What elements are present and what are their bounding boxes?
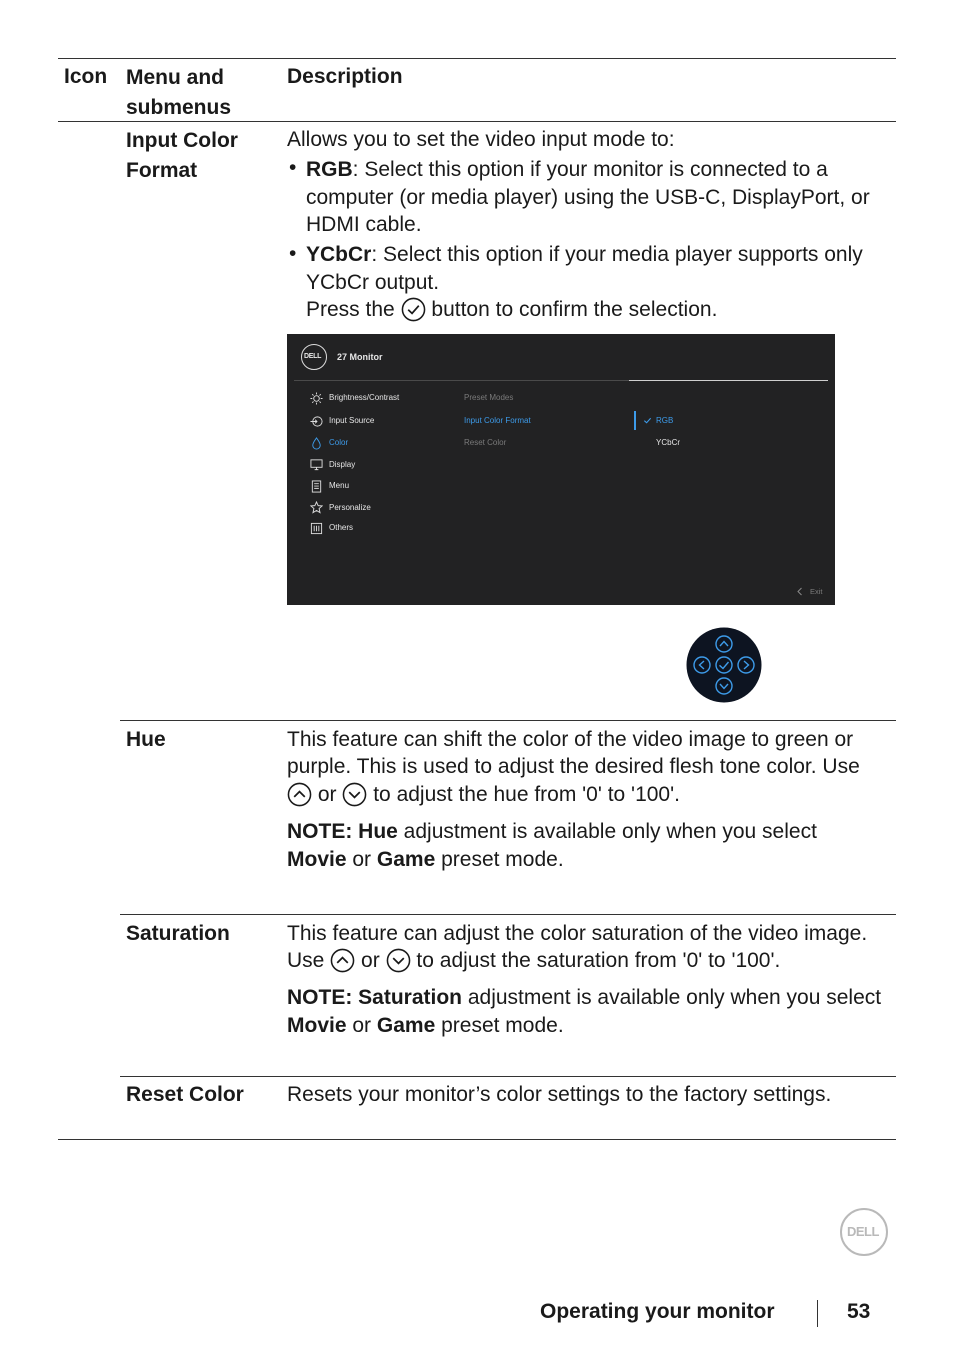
- hue-line-2: purple. This is used to adjust the desired flesh tone color. Use: [287, 755, 860, 778]
- osd-option-ycbcr[interactable]: YCbCr: [656, 438, 681, 447]
- footer-separator: [817, 1300, 818, 1327]
- saturation-or: or: [361, 949, 380, 972]
- press-after: button to confirm the selection.: [431, 298, 718, 321]
- chevron-down-icon: [342, 782, 367, 807]
- joystick-controller-icon: [686, 627, 762, 703]
- saturation-line-2: [287, 947, 780, 975]
- others-icon: [310, 522, 323, 535]
- ycbcr-term: YCbCr: [306, 243, 372, 266]
- osd-selection-bar: [634, 411, 636, 430]
- saturation-note-movie: Movie: [287, 1013, 347, 1037]
- chevron-down-icon: [386, 948, 411, 973]
- row-name-input-color-format: Input Color Format: [126, 129, 238, 182]
- menu-icon: [310, 480, 323, 493]
- saturation-range-text: to adjust the saturation from '0' to '100'.: [416, 949, 781, 972]
- row-rule-saturation: [120, 914, 896, 915]
- osd-sub-preset-modes[interactable]: Preset Modes: [464, 393, 514, 402]
- reset-color-text: Resets your monitor’s color settings to the factory settings.: [287, 1083, 832, 1106]
- osd-divider-left: [294, 380, 629, 381]
- rgb-term: RGB: [306, 158, 353, 181]
- input-source-icon: [310, 415, 323, 428]
- check-icon: [401, 297, 426, 322]
- osd-menu-color[interactable]: Color: [329, 438, 349, 447]
- saturation-note-preset: preset mode.: [435, 1013, 564, 1037]
- osd-option-rgb[interactable]: RGB: [656, 416, 674, 425]
- osd-dell-logo: DELL: [301, 344, 327, 370]
- hue-note-game: Game: [376, 847, 436, 871]
- table-bottom-rule: [58, 1139, 896, 1140]
- header-menu: Menu and submenus: [126, 66, 232, 119]
- saturation-note-or: or: [352, 1013, 372, 1037]
- brightness-icon: [310, 392, 323, 405]
- footer-section-title: Operating your monitor: [540, 1300, 775, 1323]
- osd-menu-personalize[interactable]: Personalize: [329, 503, 371, 512]
- osd-menu-display[interactable]: Display: [329, 460, 356, 469]
- color-drop-icon: [310, 437, 323, 450]
- hue-note-preset: preset mode.: [435, 847, 564, 871]
- osd-exit[interactable]: Exit: [810, 587, 823, 596]
- osd-menu-input-source[interactable]: Input Source: [329, 416, 375, 425]
- icf-press-line: [306, 296, 717, 324]
- table-top-rule: [58, 58, 896, 59]
- hue-line-1: This feature can shift the color of the video image to green or: [287, 728, 854, 751]
- hue-note: [287, 818, 867, 873]
- osd-sub-input-color-format[interactable]: Input Color Format: [464, 416, 531, 425]
- hue-range-text: to adjust the hue from '0' to '100'.: [373, 783, 680, 806]
- osd-divider-right: [629, 380, 828, 381]
- saturation-note-game: Game: [376, 1013, 436, 1037]
- osd-menu-brightness[interactable]: Brightness/Contrast: [329, 393, 400, 402]
- bullet: •: [289, 242, 297, 265]
- footer-dell-logo: DELL: [840, 1208, 888, 1256]
- hue-line-3: [287, 781, 680, 809]
- osd-screen: [287, 334, 835, 605]
- row-name-hue: Hue: [126, 728, 166, 751]
- hue-note-label: NOTE: Hue: [287, 820, 398, 843]
- header-description: Description: [287, 65, 403, 88]
- ycbcr-text: : Select this option if your media player supports only YCbCr output.: [306, 243, 863, 294]
- saturation-note-text: adjustment is available only when you select: [462, 986, 882, 1009]
- row-rule-reset: [120, 1076, 896, 1077]
- saturation-use: Use: [287, 949, 325, 972]
- osd-menu-others[interactable]: Others: [329, 523, 354, 532]
- chevron-up-icon: [330, 948, 355, 973]
- saturation-note: [287, 984, 892, 1039]
- chevron-up-icon: [287, 782, 312, 807]
- icf-intro: Allows you to set the video input mode to:: [287, 128, 675, 151]
- saturation-line-1: This feature can adjust the color saturation of the video image.: [287, 922, 868, 945]
- osd-title: 27 Monitor: [337, 352, 383, 362]
- row-rule-hue: [120, 720, 896, 721]
- row-name-saturation: Saturation: [126, 922, 230, 945]
- row-name-reset-color: Reset Color: [126, 1083, 244, 1106]
- osd-exit-chevron-icon: [796, 587, 804, 596]
- hue-note-movie: Movie: [287, 847, 347, 871]
- bullet: •: [289, 156, 297, 179]
- header-icon: Icon: [64, 65, 108, 88]
- hue-note-or: or: [352, 847, 372, 871]
- star-icon: [310, 501, 323, 514]
- osd-menu-menu[interactable]: Menu: [329, 481, 350, 490]
- hue-note-text: adjustment is available only when you select: [397, 820, 817, 843]
- rgb-text: : Select this option if your monitor is connected to a computer (or media player) using the USB-C, DisplayPort, or HDMI cable.: [306, 158, 870, 236]
- osd-sub-reset-color[interactable]: Reset Color: [464, 438, 507, 447]
- osd-check-icon: [643, 416, 652, 425]
- icf-ycbcr-desc: [306, 241, 891, 296]
- display-icon: [310, 458, 323, 471]
- hue-or: or: [317, 783, 337, 806]
- press-before: Press the: [306, 298, 395, 321]
- page-number: 53: [847, 1300, 871, 1323]
- icf-rgb-desc: [306, 156, 891, 239]
- saturation-note-label: NOTE: Saturation: [287, 986, 463, 1009]
